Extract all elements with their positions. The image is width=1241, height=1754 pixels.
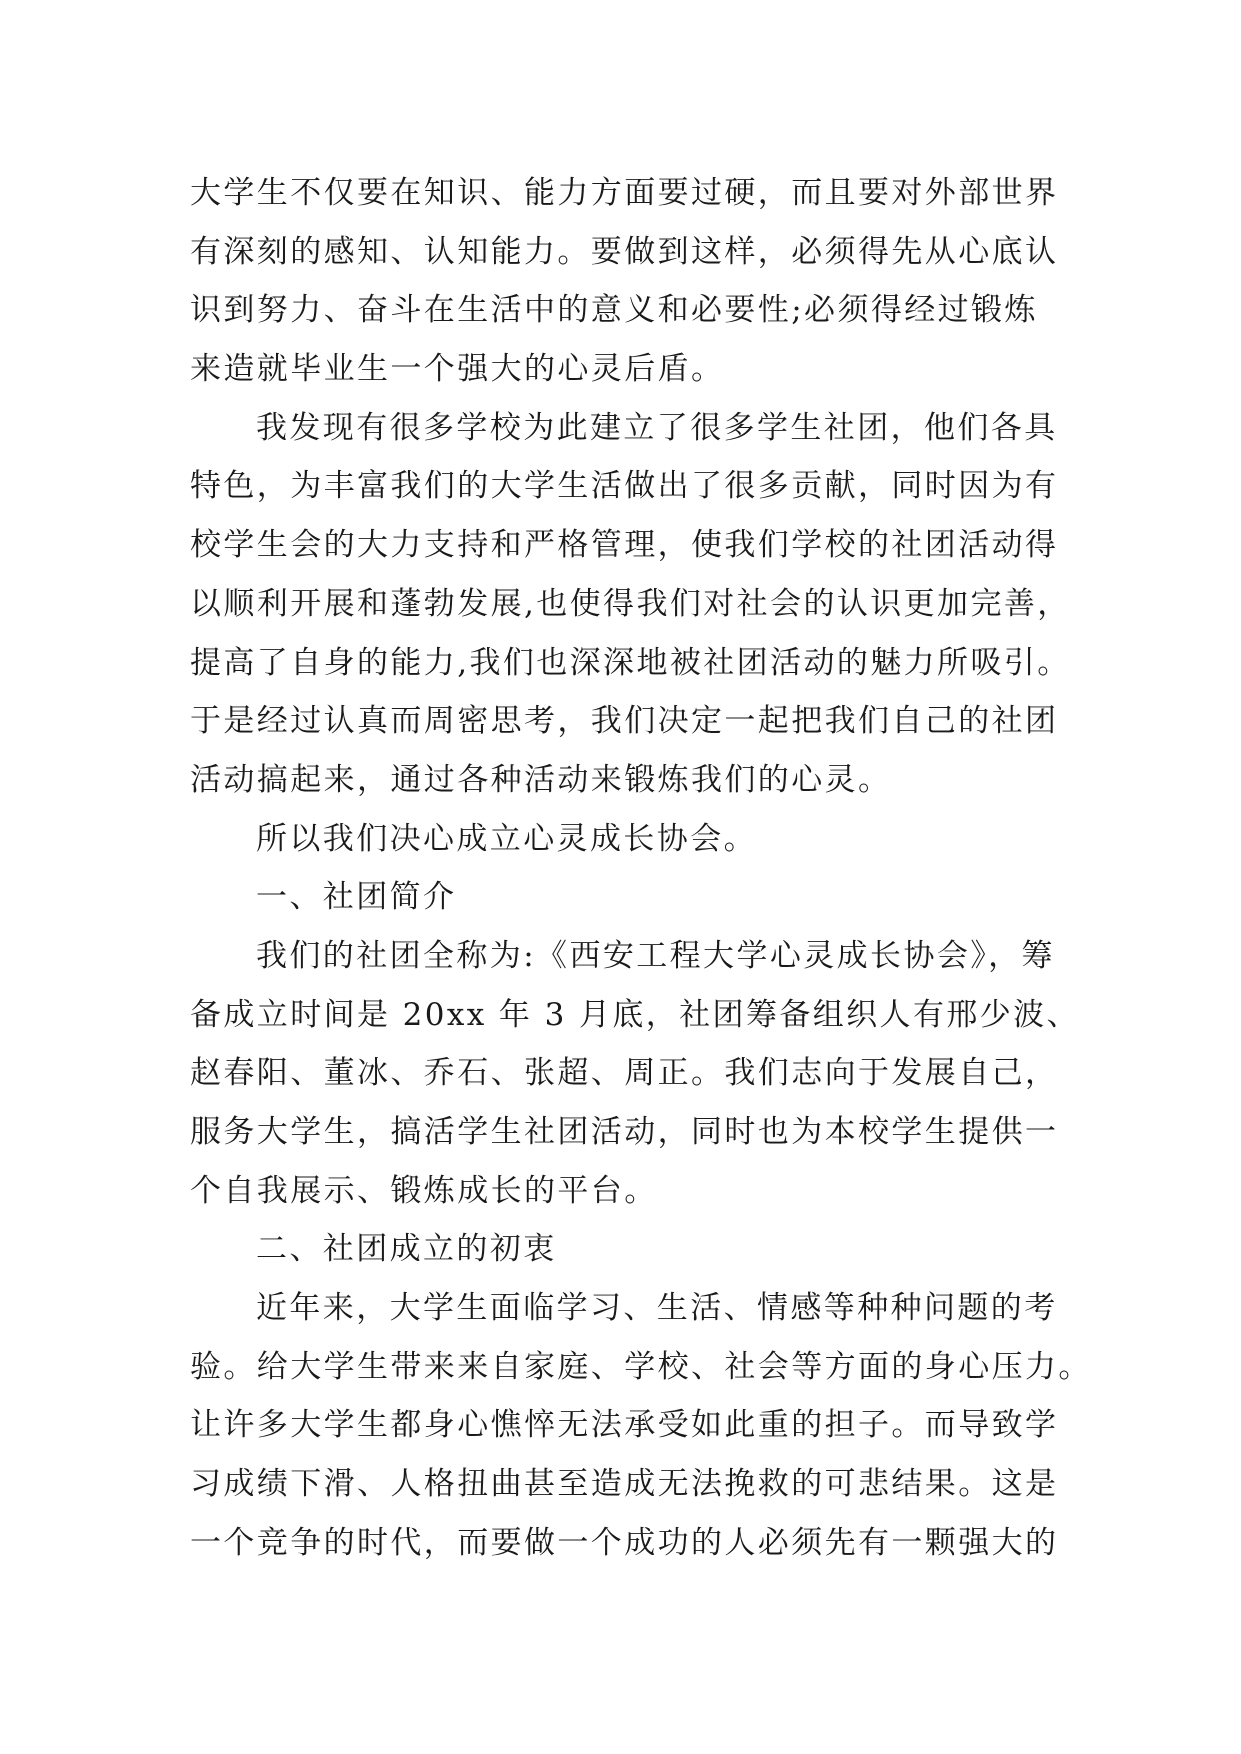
text-line: 特色，为丰富我们的大学生活做出了很多贡献，同时因为有: [190, 468, 1059, 505]
document-body: [190, 164, 1092, 1573]
paragraph-first-line: 所以我们决心成立心灵成长协会。: [256, 820, 757, 857]
text-line: 校学生会的大力支持和严格管理，使我们学校的社团活动得: [190, 527, 1059, 564]
text-line: 提高了自身的能力,我们也深深地被社团活动的魅力所吸引。: [190, 644, 1071, 681]
text-line: 以顺利开展和蓬勃发展,也使得我们对社会的认识更加完善，: [190, 585, 1071, 622]
text-line: 让许多大学生都身心憔悴无法承受如此重的担子。而导致学: [190, 1407, 1059, 1444]
paragraph-first-line: 我们的社团全称为:《西安工程大学心灵成长协会》，筹: [256, 937, 1055, 974]
paragraph-first-line: 近年来，大学生面临学习、生活、情感等种种问题的考: [256, 1290, 1058, 1327]
text-line: 来造就毕业生一个强大的心灵后盾。: [190, 351, 725, 388]
text-line: 有深刻的感知、认知能力。要做到这样，必须得先从心底认: [190, 233, 1059, 270]
text-line: 一个竞争的时代，而要做一个成功的人必须先有一颗强大的: [190, 1524, 1059, 1561]
text-line: 验。给大学生带来来自家庭、学校、社会等方面的身心压力。: [190, 1348, 1092, 1385]
text-line: 个自我展示、锻炼成长的平台。: [190, 1172, 658, 1209]
text-line: 大学生不仅要在知识、能力方面要过硬，而且要对外部世界: [190, 175, 1059, 211]
section-heading: 一、社团简介: [256, 879, 457, 916]
section-heading: 二、社团成立的初衷: [256, 1231, 557, 1268]
paragraph-first-line: 我发现有很多学校为此建立了很多学生社团，他们各具: [256, 409, 1058, 446]
text-line: 活动搞起来，通过各种活动来锻炼我们的心灵。: [190, 761, 892, 798]
text-line: 备成立时间是 20xx 年 3 月底，社团筹备组织人有邢少波、: [190, 996, 1080, 1033]
text-line: 于是经过认真而周密思考，我们决定一起把我们自己的社团: [190, 703, 1059, 740]
text-line: 习成绩下滑、人格扭曲甚至造成无法挽救的可悲结果。这是: [190, 1466, 1059, 1503]
text-line: 赵春阳、董冰、乔石、张超、周正。我们志向于发展自己，: [190, 1055, 1059, 1092]
text-line: 服务大学生，搞活学生社团活动，同时也为本校学生提供一: [190, 1114, 1059, 1150]
text-line: 识到努力、奋斗在生活中的意义和必要性;必须得经过锻炼: [190, 292, 1038, 329]
